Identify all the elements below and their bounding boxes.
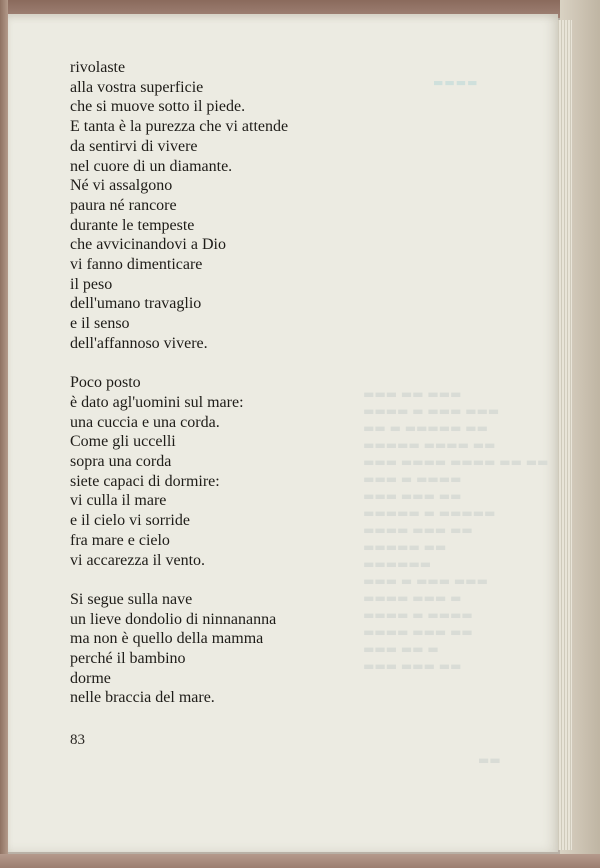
poem-line: Poco posto	[70, 374, 141, 392]
stanza-3	[70, 590, 288, 708]
bleed-through-text: ▬▬▬ ▬▬ ▬▬▬ ▬▬▬ ▬▬▬ ▬ ▬▬▬▬ ▬▬ ▬▬▬▬▬ ▬ ▬▬ ▬▬ ▬▬▬▬ ▬▬▬▬▬ ▬▬ ▬▬ ▬▬▬▬ ▬▬▬▬ ▬▬▬ ▬▬▬▬ ▬ ▬▬▬ ▬▬ ▬▬▬ ▬▬▬ ▬▬▬▬▬ ▬ ▬▬▬▬▬ ▬▬ ▬▬▬ ▬▬▬▬ ▬▬ ▬▬▬▬▬ ▬▬▬▬▬▬ ▬▬▬ ▬▬▬ ▬ ▬▬▬ ▬ ▬▬▬ ▬▬▬▬ ▬▬▬▬ ▬ ▬▬▬▬ ▬▬ ▬▬▬ ▬▬▬▬ ▬ ▬▬ ▬▬▬ ▬▬ ▬▬▬ ▬▬▬	[363, 387, 549, 673]
poem-line: Come gli uccelli	[70, 433, 176, 451]
poem-line: vi fanno dimenticare	[70, 256, 203, 274]
poem-line: il peso	[70, 275, 113, 293]
poem-line: e il senso	[70, 315, 130, 333]
poem-line: ma non è quello della mamma	[70, 630, 264, 648]
page-edges	[556, 20, 572, 850]
poem-line: che si muove sotto il piede.	[70, 98, 246, 116]
poem-line: un lieve dondolio di ninnananna	[70, 610, 277, 628]
stanza-1	[70, 58, 288, 354]
stanza-2	[70, 373, 288, 570]
poem-line: sopra una corda	[70, 453, 172, 471]
poem-line: alla vostra superficie	[70, 78, 204, 96]
poem-line: è dato agl'uomini sul mare:	[70, 393, 244, 411]
poem-line: da sentirvi di vivere	[70, 137, 198, 155]
bleed-through-page-number: ▬▬	[478, 753, 501, 767]
poem-line: fra mare e cielo	[70, 531, 170, 549]
poem-line: durante le tempeste	[70, 216, 195, 234]
poem-line: e il cielo vi sorride	[70, 512, 190, 530]
poem-line: dell'affannoso vivere.	[70, 334, 208, 352]
page-number: 83	[70, 732, 85, 748]
poem-line: rivolaste	[70, 59, 126, 76]
book-cover-bottom	[0, 854, 600, 868]
poem-line: paura né rancore	[70, 196, 177, 214]
poem-line: dorme	[70, 669, 111, 687]
poem-line: vi culla il mare	[70, 492, 167, 510]
bleed-through-heading: ▬▬▬▬	[433, 76, 479, 89]
poem-line: Né vi assalgono	[70, 177, 173, 195]
poem-line: nel cuore di un diamante.	[70, 157, 233, 175]
poem-line: siete capaci di dormire:	[70, 472, 220, 490]
poem-text	[70, 58, 288, 728]
poem-line: nelle braccia del mare.	[70, 689, 215, 707]
poem-line: vi accarezza il vento.	[70, 551, 206, 569]
poem-line: che avvicinandovi a Dio	[70, 236, 226, 254]
poem-line: E tanta è la purezza che vi attende	[70, 118, 289, 136]
poem-line: Si segue sulla nave	[70, 590, 193, 608]
book-cover-left	[0, 0, 8, 868]
poem-line: una cuccia e una corda.	[70, 413, 220, 431]
poem-line: dell'umano travaglio	[70, 295, 202, 313]
poem-line: perché il bambino	[70, 650, 186, 668]
